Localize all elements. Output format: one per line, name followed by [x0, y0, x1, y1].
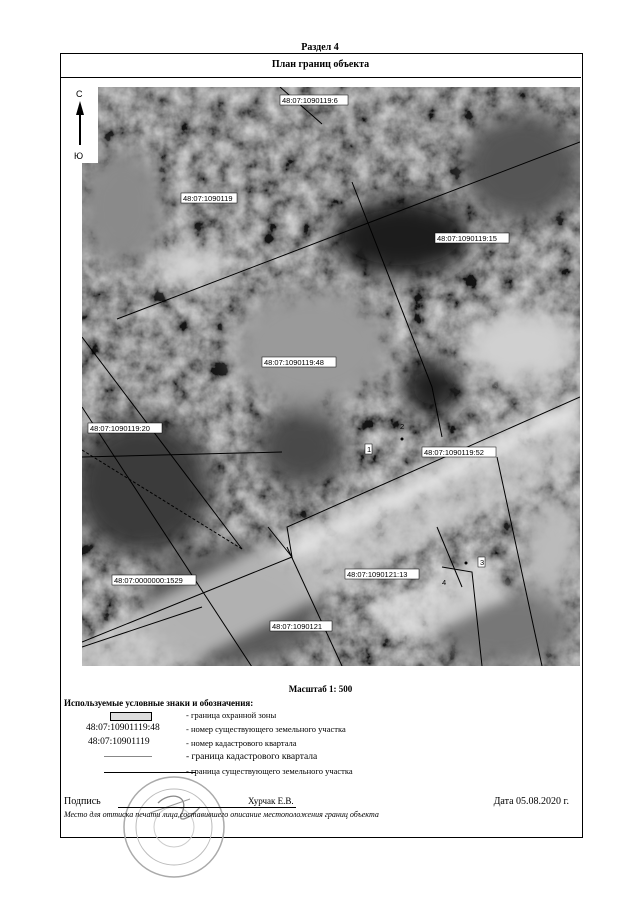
section-heading: Раздел 4 — [301, 42, 339, 53]
svg-text:С: С — [76, 89, 83, 99]
point-2 — [400, 422, 404, 431]
signature-line — [118, 807, 296, 808]
plan-title: План границ объекта — [60, 53, 581, 78]
svg-text:48:07:1090119:15: 48:07:1090119:15 — [437, 234, 497, 243]
svg-text:48:07:1090121: 48:07:1090121 — [272, 622, 323, 631]
parcel-label-8 — [345, 569, 419, 579]
svg-text:3: 3 — [480, 558, 485, 567]
point-3 — [478, 557, 485, 567]
svg-text:48:07:1090119:20: 48:07:1090119:20 — [90, 424, 150, 433]
svg-text:48:07:1090119:52: 48:07:1090119:52 — [424, 448, 484, 457]
svg-text:48:07:1090119:48: 48:07:1090119:48 — [264, 358, 324, 367]
svg-text:1: 1 — [367, 445, 372, 454]
svg-text:Ю: Ю — [74, 151, 84, 161]
map-image — [82, 87, 580, 666]
legend-text-parcel-boundary: - граница существующего земельного участка — [186, 766, 353, 776]
parcel-label-2 — [181, 193, 237, 203]
svg-text:48:07:1090119:6: 48:07:1090119:6 — [282, 96, 338, 105]
legend-heading: Используемые условные знаки и обозначения: — [64, 698, 254, 708]
legend-text-quarter-boundary: - граница кадастрового квартала — [186, 752, 318, 762]
parcel-label-5 — [88, 423, 162, 433]
quarter-boundary-symbol — [104, 756, 152, 757]
parcel-label-6 — [422, 447, 496, 457]
parcel-label-7 — [112, 575, 196, 585]
legend-symbol-parcel-number: 48:07:10901119:48 — [86, 723, 160, 733]
legend-text-zone: - граница охранной зоны — [186, 710, 277, 720]
parcel-label-3 — [435, 233, 509, 243]
parcel-label-1 — [280, 95, 348, 105]
legend-text-parcel-number: - номер существующего земельного участка — [186, 724, 346, 734]
legend-symbol-quarter-number: 48:07:10901119 — [88, 737, 150, 747]
svg-text:48:07:1090121:13: 48:07:1090121:13 — [347, 570, 408, 579]
legend-text-quarter-number: - номер кадастрового квартала — [186, 738, 297, 748]
stamp — [120, 773, 228, 881]
signer-name: Хурчак Е.В. — [248, 796, 294, 806]
point-4 — [442, 578, 446, 587]
svg-text:4: 4 — [442, 578, 447, 587]
north-arrow-icon — [73, 87, 89, 163]
parcel-label-9 — [270, 621, 332, 631]
stamp-caption: Место для оттиска печати лица,составившего описание местоположения границ объекта — [64, 810, 379, 819]
svg-text:48:07:0000000:1529: 48:07:0000000:1529 — [114, 576, 183, 585]
signature-label: Подпись — [64, 796, 101, 807]
svg-text:2: 2 — [400, 422, 405, 431]
point-1 — [365, 444, 372, 454]
scale-label: Масштаб 1: 500 — [288, 684, 353, 694]
svg-text:48:07:1090119: 48:07:1090119 — [183, 194, 233, 203]
zone-boundary-symbol — [110, 712, 152, 721]
signature-date: Дата 05.08.2020 г. — [493, 796, 569, 807]
parcel-label-4 — [262, 357, 336, 367]
